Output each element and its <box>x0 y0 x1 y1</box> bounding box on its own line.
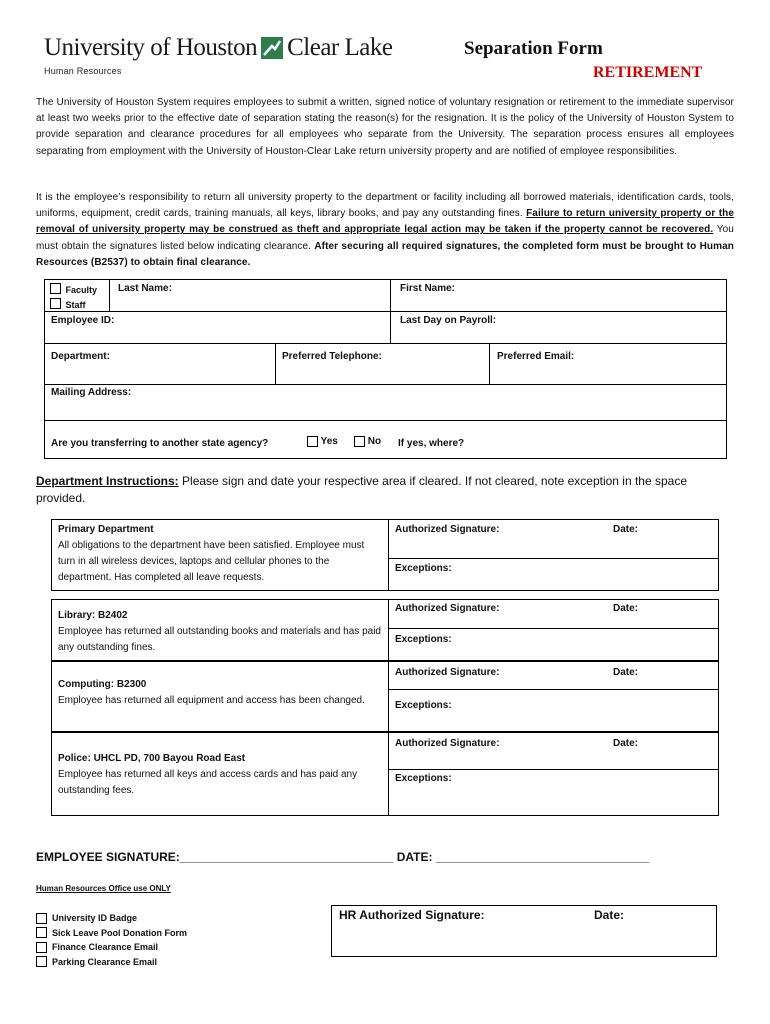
uhcl-logo <box>44 34 392 84</box>
yes-checkbox[interactable] <box>307 436 318 447</box>
preferred-email-field[interactable]: Preferred Email: <box>497 351 575 362</box>
hr-item-id-badge: University ID Badge <box>52 913 138 923</box>
library-signature-label: Authorized Signature: <box>395 603 500 614</box>
intro-p2-text: It is the employee’s responsibility to return all university property to the department or facility including all borrowed materials, identification cards, tools, uniforms, equipment, credit cards, training manuals, all keys, library books, and pay any outstanding fines. <box>36 192 734 220</box>
police-text <box>58 751 384 799</box>
hr-item-sick-leave: Sick Leave Pool Donation Form <box>52 927 188 938</box>
parking-clearance-checkbox[interactable] <box>36 956 47 967</box>
computing-exceptions-label: Exceptions: <box>395 700 452 711</box>
uhcl-mark-icon <box>261 37 283 59</box>
computing-signature-label: Authorized Signature: <box>395 667 500 678</box>
department-field[interactable]: Department: <box>51 351 110 362</box>
no-label: No <box>367 436 382 448</box>
form-subtitle: RETIREMENT <box>593 64 703 81</box>
intro-paragraph-2 <box>36 190 734 271</box>
mailing-address-field[interactable]: Mailing Address: <box>51 387 132 398</box>
first-name-field[interactable]: First Name: <box>400 283 456 294</box>
library-date-label: Date: <box>613 603 639 614</box>
sick-leave-checkbox[interactable] <box>36 927 47 938</box>
transfer-yes <box>307 436 338 447</box>
computing-desc: Employee has returned all equipment and access has been changed. <box>58 695 365 706</box>
hr-item-parking: Parking Clearance Email <box>52 956 158 967</box>
id-badge-checkbox[interactable] <box>36 913 47 924</box>
police-date-label: Date: <box>613 738 639 749</box>
computing-title: Computing: B2300 <box>58 679 147 690</box>
transfer-no <box>354 436 381 447</box>
primary-signature-label: Authorized Signature: <box>395 524 500 535</box>
primary-date-label: Date: <box>613 524 639 535</box>
police-exceptions-label: Exceptions: <box>395 773 452 784</box>
logo-text-right: Clear Lake <box>287 34 393 61</box>
finance-clearance-checkbox[interactable] <box>36 942 47 953</box>
last-day-payroll-field[interactable]: Last Day on Payroll: <box>400 315 497 326</box>
computing-date-label: Date: <box>613 667 639 678</box>
transfer-where-field[interactable]: If yes, where? <box>398 438 465 449</box>
department-instructions-text: Please sign and date your respective area if cleared. If not cleared, note exception in the space provided. <box>36 474 688 505</box>
hr-item-finance: Finance Clearance Email <box>52 942 159 952</box>
staff-checkbox[interactable] <box>50 298 61 309</box>
form-title: Separation Form <box>464 38 603 59</box>
hr-signature-label: HR Authorized Signature: <box>339 908 485 922</box>
primary-dept-desc: All obligations to the department have been satisfied. Employee must turn in all wireless devices, laptops and cellular phones to the department. Has completed all leave requests. <box>58 540 365 583</box>
no-checkbox[interactable] <box>354 436 365 447</box>
primary-dept-title: Primary Department <box>58 524 154 535</box>
police-desc: Employee has returned all keys and access cards and has paid any outstanding fees. <box>58 769 358 796</box>
department-instructions <box>36 473 736 507</box>
intro-p2-instruction: You must obtain the signatures listed below indicating clearance. <box>36 224 734 252</box>
faculty-checkbox[interactable] <box>50 283 61 294</box>
library-text <box>58 608 384 656</box>
yes-label: Yes <box>320 436 338 448</box>
faculty-label: Faculty <box>65 285 97 295</box>
primary-exceptions-label: Exceptions: <box>395 563 452 574</box>
employee-signature-line <box>36 850 649 864</box>
logo-text-left: University of Houston <box>44 34 258 61</box>
logo-subtitle: Human Resources <box>44 66 122 76</box>
library-desc: Employee has returned all outstanding books and materials and has paid any outstanding fines. <box>58 626 381 653</box>
staff-label: Staff <box>65 300 86 310</box>
employee-id-field[interactable]: Employee ID: <box>51 315 115 326</box>
intro-p2-warning: Failure to return university property or the removal of university property may be construed as theft and appropriate legal action may be taken if the property cannot be recovered. <box>36 208 734 236</box>
preferred-telephone-field[interactable]: Preferred Telephone: <box>282 351 382 362</box>
transfer-question: Are you transferring to another state agency? <box>51 438 269 449</box>
library-exceptions-label: Exceptions: <box>395 634 452 645</box>
last-name-field[interactable]: Last Name: <box>118 283 172 294</box>
hr-checklist <box>36 911 187 969</box>
clearance-table <box>51 519 719 816</box>
employee-info-box <box>44 279 727 459</box>
police-title: Police: UHCL PD, 700 Bayou Road East <box>58 753 246 764</box>
employee-date-field[interactable]: DATE: ________________________________ <box>396 850 650 864</box>
employee-signature-field[interactable]: EMPLOYEE SIGNATURE:________________________________ <box>36 850 394 864</box>
computing-text <box>58 677 384 709</box>
intro-paragraph-1: The University of Houston System requires employees to submit a written, signed notice of voluntary resignation or retirement to the immediate supervisor at least two weeks prior to the effective date of separation stating the reason(s) for the resignation. It is the policy of the University of Houston System to provide separation and clearance procedures for all employees who separate from the University. The separation process ensures all employees separating from employment with the University of Houston-Clear Lake return university property and are notified of employee responsibilities. <box>36 97 734 157</box>
police-signature-label: Authorized Signature: <box>395 738 500 749</box>
hr-office-heading: Human Resources Office use ONLY <box>36 884 171 893</box>
hr-date-label: Date: <box>594 908 625 922</box>
library-title: Library: B2402 <box>58 610 128 621</box>
department-instructions-heading: Department Instructions: <box>36 474 179 488</box>
primary-dept-text <box>58 522 384 586</box>
employee-type-group <box>50 282 97 312</box>
intro-p2-final: After securing all required signatures, the completed form must be brought to Human Resources (B2537) to obtain final clearance. <box>36 240 734 268</box>
